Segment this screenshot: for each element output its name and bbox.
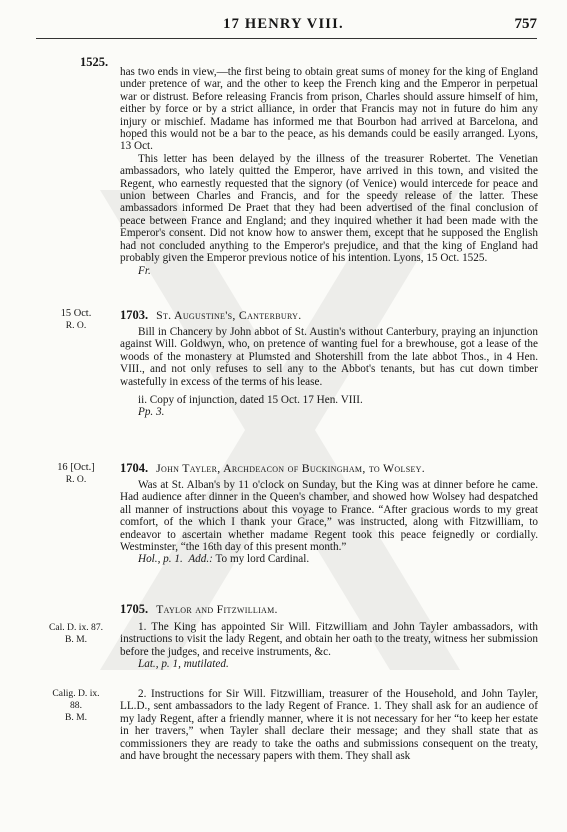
running-title: 17 HENRY VIII. bbox=[223, 16, 344, 32]
entry-1705-part-2 bbox=[120, 688, 538, 762]
entry-1705-paragraph-1: 1. The King has appointed Sir Will. Fitzwilliam and John Tayler ambassadors, with instructions to visit the lady Regent, and obtain her oath to the treaty, witness her submission before the judges, and receive instruments, &c. bbox=[120, 621, 538, 658]
entry-1704-source: R. O. bbox=[65, 474, 87, 485]
margin-1705-part-2 bbox=[40, 688, 112, 724]
entry-1705-part-1 bbox=[120, 621, 538, 671]
header-rule bbox=[36, 38, 537, 39]
entry-1703-title: St. Augustine's, Canterbury. bbox=[156, 308, 302, 322]
intro-paragraph-2: This letter has been delayed by the illness of the treasurer Robertet. The Venetian ambassadors, who lately quitted the Emperor, have arrived in this town, and visited the Regent, who earnestly requested that the signory (of Venice) would intercede for peace and union between Charles and Francis, and for the speedy release of the latter. These ambassadors informed De Praet that they had been advertised of the final conclusion of peace between France and England; and they inquired whether it had been made with the Emperor's consent. Did not know how to answer them, except that he supposed the English had not concluded anything to the Emperor's prejudice, and that the king of England had probably given the Emperor previous notice of his intention. Lyons, 15 Oct. 1525. bbox=[120, 152, 538, 265]
entry-1705-number: 1705. bbox=[120, 602, 149, 616]
entry-1703-source: R. O. bbox=[65, 320, 87, 331]
entry-1704-date: 16 [Oct.] bbox=[57, 462, 95, 473]
entry-1704-title: John Tayler, Archdeacon of Buckingham, to Wolsey. bbox=[156, 461, 425, 475]
entry-1703-paragraph-1: Bill in Chancery by John abbot of St. Austin's without Canterbury, praying an injunction against Will. Goldwyn, who, on pretence of wanting fuel for a brewhouse, got a lease of the woods of the monastery at Plumsted and Shotershill from the late abbot Thos., in 4 Hen. VIII., and not only refuses to sell any to the Abbot's tenants, but has cut down timber wastefully in excess of the terms of his lease. bbox=[120, 326, 538, 388]
entry-1705-ref-2: Calig. D. ix. bbox=[52, 688, 100, 699]
entry-1704-number: 1704. bbox=[120, 461, 149, 475]
entry-1705-ref-2-repo: B. M. bbox=[64, 712, 88, 723]
entry-1704-address-label: Add.: bbox=[188, 553, 213, 566]
entry-1705-ref-1-repo: B. M. bbox=[64, 634, 88, 645]
entry-1703-note: Pp. 3. bbox=[138, 406, 165, 419]
entry-1705-ref-2-folio: 88. bbox=[70, 700, 82, 711]
margin-1703 bbox=[40, 308, 112, 332]
entry-1703-number: 1703. bbox=[120, 308, 149, 322]
entry-1704-heading bbox=[120, 461, 540, 476]
intro-text bbox=[120, 66, 538, 277]
intro-note: Fr. bbox=[138, 264, 151, 277]
entry-1705-paragraph-2: 2. Instructions for Sir Will. Fitzwilliam, treasurer of the Household, and John Tayler, LL.D., sent ambassadors to the lady Regent of France. 1. They shall ask for an audience of my lady Regent, after a friendly manner, where it is not necessary for her “to keep her estate in her travers,” when Tayler shall declare their message; and they shall state that as commissioners they are ready to take the oaths and submissions consequent on the treaty, and have brought the necessary papers with them. They shall ask bbox=[120, 688, 538, 763]
entry-1705-ref-1: Cal. D. ix. 87. bbox=[48, 622, 104, 633]
entry-1704-note: Hol., p. 1. bbox=[138, 553, 183, 566]
margin-1704 bbox=[40, 462, 112, 486]
entry-1704-body bbox=[120, 479, 538, 566]
entry-1704-paragraph-1: Was at St. Alban's by 11 o'clock on Sunday, but the King was at dinner before he came. Had audience after dinner in the Queen's chamber, and showed how Wolsey had despatched all manner of instructions about this voyage to France. “After gracious words to my great comfort, of the which I thank your Grace,” was instructed, along with Fitzwilliam, to endeavor to ascertain whether madame Regent took this peace feignedly or cordially. Westminster, “the 16th day of this present month.” bbox=[120, 479, 538, 554]
entry-1705-note-1: Lat., p. 1, mutilated. bbox=[138, 658, 229, 671]
margin-1705-part-1 bbox=[40, 622, 112, 646]
intro-paragraph-1: has two ends in view,—the first being to obtain great sums of money for the king of England under pretence of war, and the other to keep the French king and the Emperor in perpetual war or distrust. Before releasing Francis from prison, Charles should assure himself of him, either by force or by a strict alliance, in order that Francis may not in future do him any injury or mischief. Madame has informed me that Bourbon had arrived at Barcelona, and hoped this would not be a bar to the peace, as his demands could be easily arranged. Lyons, 13 Oct. bbox=[120, 66, 538, 153]
entry-1704-address-text: To my lord Cardinal. bbox=[215, 553, 310, 566]
page-number: 757 bbox=[514, 16, 537, 32]
entry-1703-body bbox=[120, 326, 538, 419]
entry-1703-heading bbox=[120, 308, 540, 323]
page-header bbox=[0, 16, 567, 38]
entry-1703-paragraph-2: ii. Copy of injunction, dated 15 Oct. 17 Hen. VIII. bbox=[138, 394, 363, 407]
entry-1704-note-line bbox=[120, 553, 538, 565]
year-label: 1525. bbox=[80, 55, 109, 69]
entry-1705-heading bbox=[120, 602, 540, 617]
entry-1705-title: Taylor and Fitzwilliam. bbox=[156, 602, 278, 616]
entry-1703-date: 15 Oct. bbox=[60, 308, 92, 319]
